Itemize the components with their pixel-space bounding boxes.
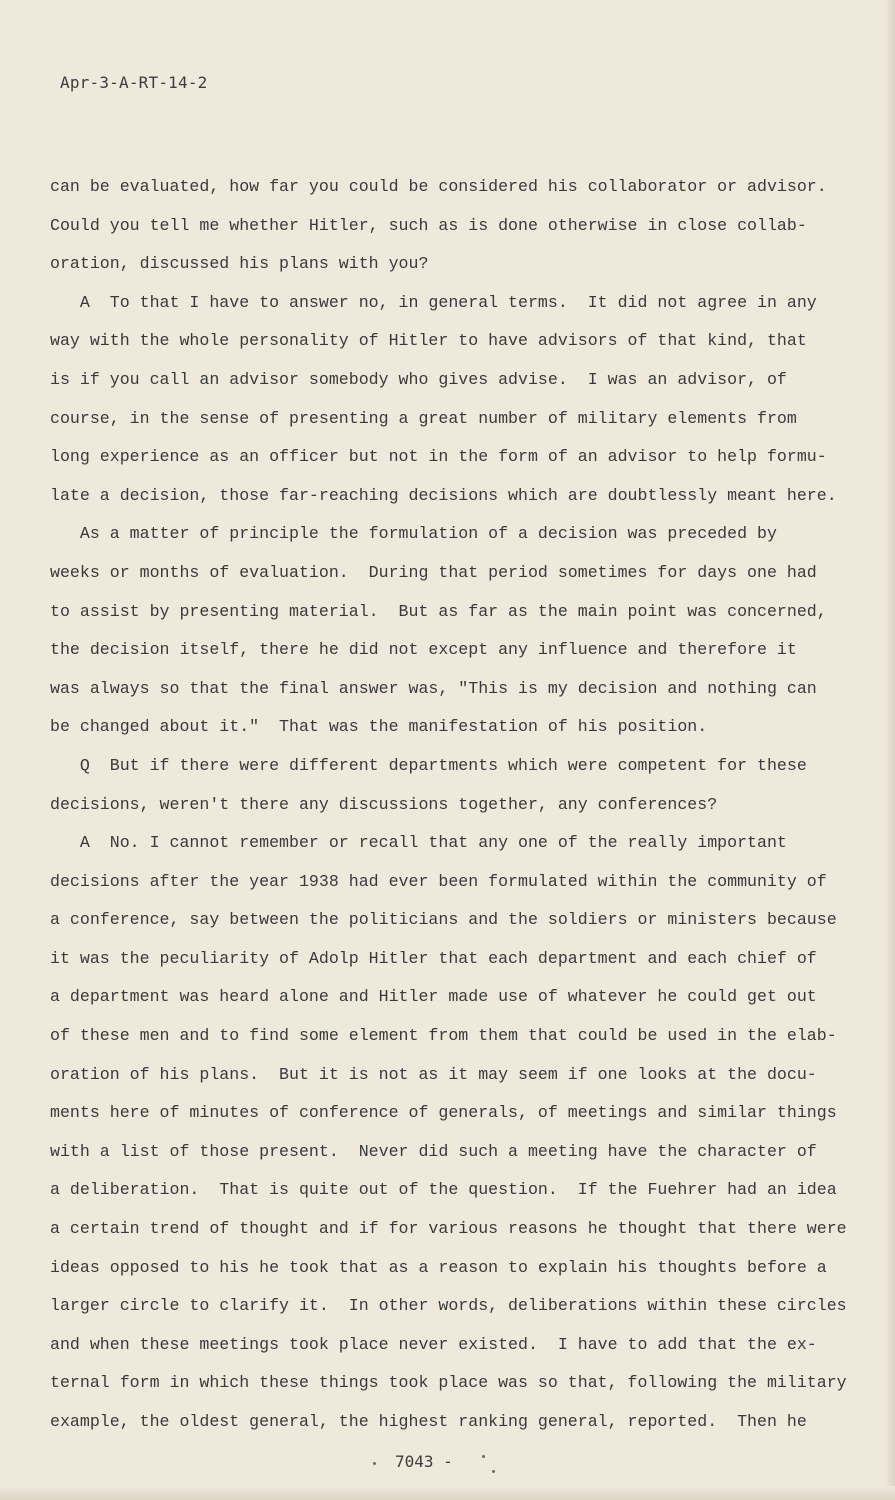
page-edge-shadow	[885, 0, 895, 1500]
page-bottom-shadow	[0, 1486, 895, 1500]
text-line: ments here of minutes of conference of generals, of meetings and similar things	[50, 1103, 837, 1123]
text-line: A To that I have to answer no, in general terms. It did not agree in any	[50, 292, 817, 312]
stray-mark	[482, 1455, 485, 1458]
text-line: a department was heard alone and Hitler made use of whatever he could get out	[50, 987, 817, 1007]
text-line: decisions after the year 1938 had ever been formulated within the community of	[50, 871, 827, 891]
text-line: a deliberation. That is quite out of the question. If the Fuehrer had an idea	[50, 1180, 837, 1200]
text-line: and when these meetings took place never existed. I have to add that the ex-	[50, 1334, 817, 1354]
text-line: it was the peculiarity of Adolp Hitler that each department and each chief of	[50, 948, 817, 968]
text-line: example, the oldest general, the highest ranking general, reported. Then he	[50, 1412, 807, 1431]
stray-mark	[492, 1470, 495, 1473]
text-line: was always so that the final answer was, "This is my decision and nothing can	[50, 678, 817, 698]
text-line: A No. I cannot remember or recall that any one of the really important	[50, 833, 787, 853]
text-line: is if you call an advisor somebody who gives advise. I was an advisor, of	[50, 369, 787, 389]
text-line: can be evaluated, how far you could be considered his collaborator or advisor.	[50, 177, 827, 196]
text-line: As a matter of principle the formulation of a decision was preceded by	[50, 524, 777, 544]
text-line: Could you tell me whether Hitler, such as is done otherwise in close collab-	[50, 215, 807, 235]
text-line: way with the whole personality of Hitler to have advisors of that kind, that	[50, 331, 807, 351]
text-line: larger circle to clarify it. In other words, deliberations within these circles	[50, 1296, 847, 1316]
text-line: long experience as an officer but not in the form of an advisor to help formu-	[50, 447, 827, 467]
text-line: course, in the sense of presenting a great number of military elements from	[50, 408, 797, 428]
text-line: weeks or months of evaluation. During that period sometimes for days one had	[50, 562, 817, 582]
text-line: ideas opposed to his he took that as a reason to explain his thoughts before a	[50, 1257, 827, 1277]
document-id: Apr-3-A-RT-14-2	[60, 73, 208, 92]
text-line: oration, discussed his plans with you?	[50, 254, 429, 274]
text-line: of these men and to find some element from them that could be used in the elab-	[50, 1026, 837, 1046]
text-line: to assist by presenting material. But as far as the main point was concerned,	[50, 601, 827, 621]
text-line: a certain trend of thought and if for various reasons he thought that there were	[50, 1219, 847, 1239]
text-line: decisions, weren't there any discussions together, any conferences?	[50, 794, 718, 814]
text-line: late a decision, those far-reaching decisions which are doubtlessly meant here.	[50, 485, 837, 505]
page-number: 7043 -	[395, 1452, 453, 1471]
testimony-text	[50, 168, 847, 1442]
text-line: ternal form in which these things took place was so that, following the military	[50, 1373, 847, 1393]
text-line: oration of his plans. But it is not as it may seem if one looks at the docu-	[50, 1064, 817, 1084]
text-line: be changed about it." That was the manifestation of his position.	[50, 717, 708, 737]
stray-mark	[373, 1462, 376, 1465]
text-line: the decision itself, there he did not except any influence and therefore it	[50, 640, 797, 660]
text-line: Q But if there were different departments which were competent for these	[50, 755, 807, 775]
text-line: a conference, say between the politicians and the soldiers or ministers because	[50, 910, 837, 930]
text-line: with a list of those present. Never did such a meeting have the character of	[50, 1141, 817, 1161]
